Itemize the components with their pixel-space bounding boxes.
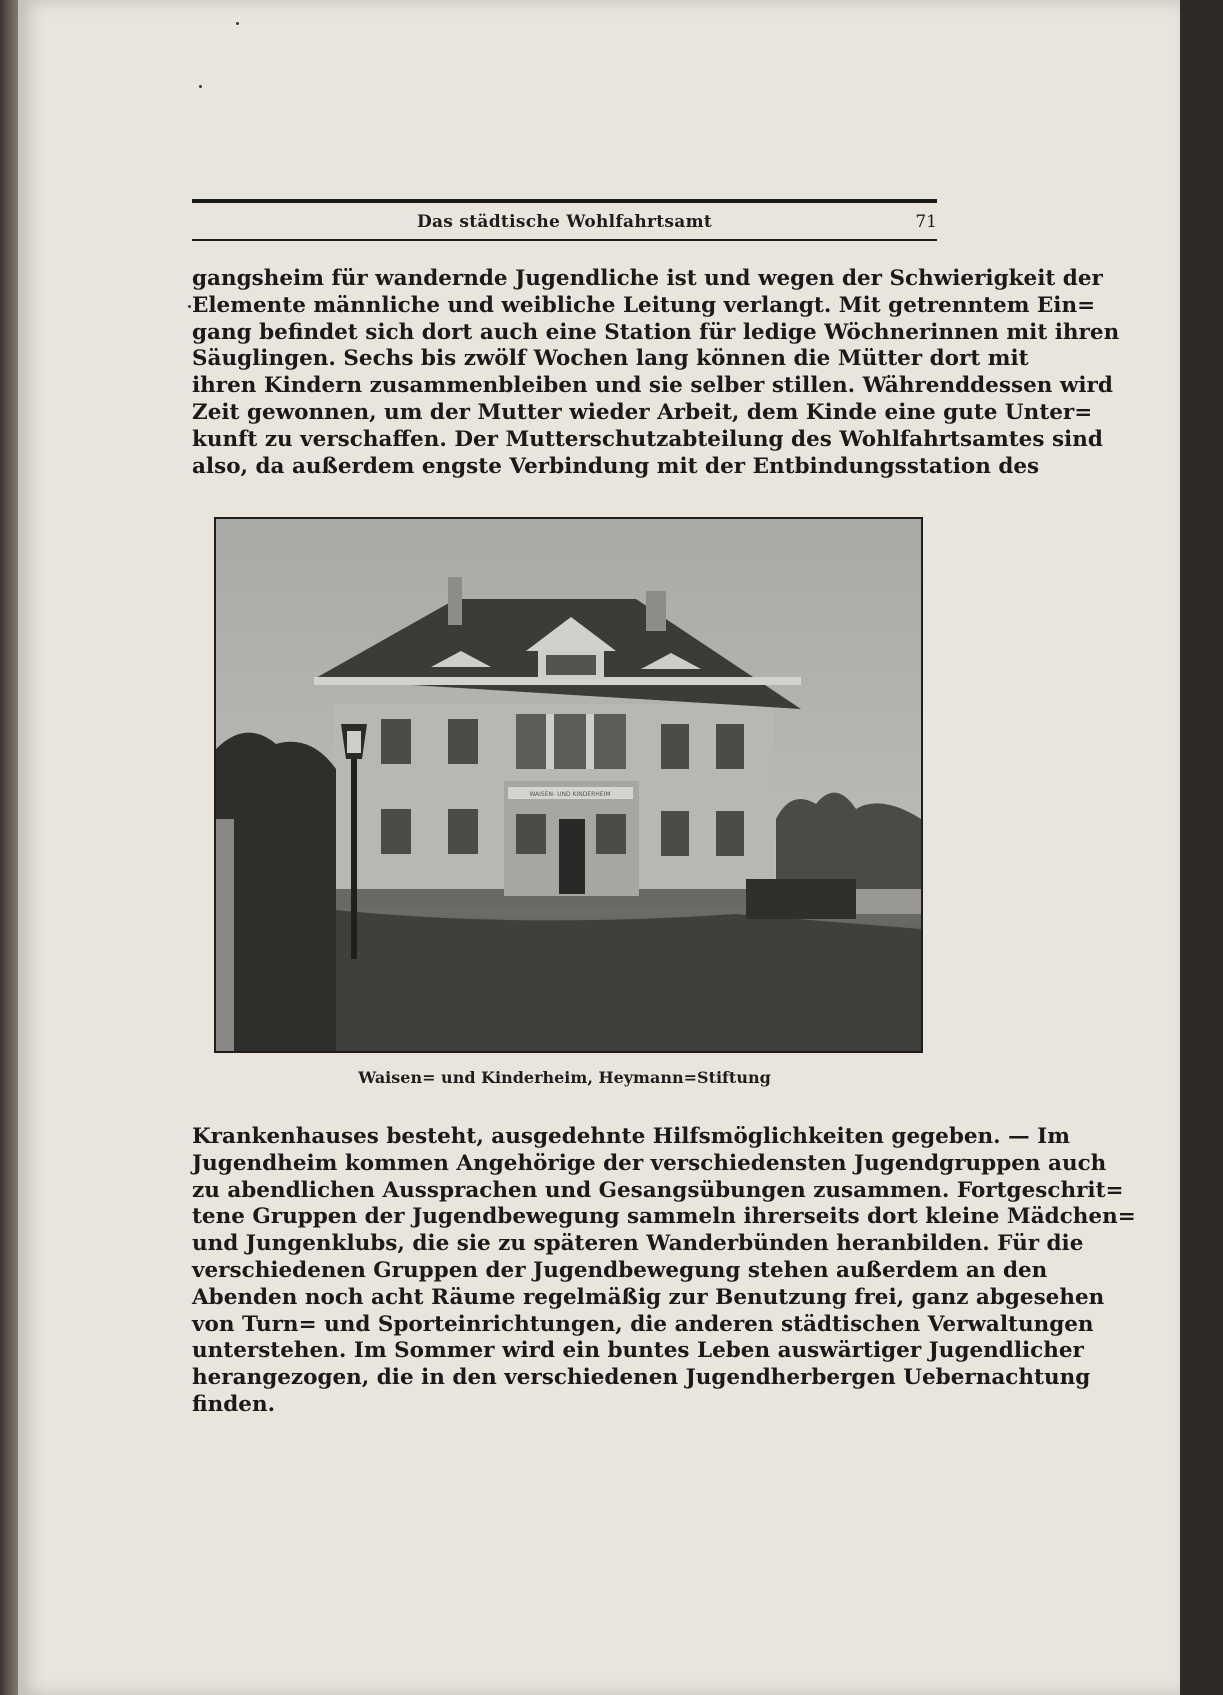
text-line: Jugendheim kommen Angehörige der verschiedensten Jugendgruppen auch (192, 1150, 1107, 1176)
text-line: gang befindet sich dort auch eine Station für ledige Wöchnerinnen mit ihren (192, 319, 1120, 345)
text-line: Krankenhauses besteht, ausgedehnte Hilfsmöglichkeiten gegeben. — Im (192, 1124, 1070, 1149)
text-line: tene Gruppen der Jugendbewegung sammeln ihrerseits dort kleine Mädchen= (192, 1204, 1136, 1230)
text-line: zu abendlichen Aussprachen und Gesangsübungen zusammen. Fortgeschrit= (192, 1177, 1124, 1203)
text-line: verschiedenen Gruppen der Jugendbewegung stehen außerdem an den (192, 1257, 1048, 1283)
text-line: gangsheim für wandernde Jugendliche ist und wegen der Schwierigkeit der (192, 266, 1103, 291)
page-number: 71 (915, 212, 937, 232)
text-line: herangezogen, die in den verschiedenen Jugendherbergen Uebernachtung (192, 1365, 1091, 1391)
text-line: Säuglingen. Sechs bis zwölf Wochen lang können die Mütter dort mit (192, 346, 1029, 372)
text-line: also, da außerdem engste Verbindung mit der Entbindungsstation des (192, 453, 1040, 479)
text-line: Zeit gewonnen, um der Mutter wieder Arbeit, dem Kinde eine gute Unter= (192, 399, 1093, 425)
figure-caption: Waisen= und Kinderheim, Heymann=Stiftung (358, 1068, 771, 1087)
paragraph-top (192, 266, 1120, 480)
text-line: ihren Kindern zusammenbleiben und sie selber stillen. Währenddessen wird (192, 373, 1113, 399)
text-line: Elemente männliche und weibliche Leitung verlangt. Mit getrenntem Ein= (192, 292, 1096, 318)
text-line: unterstehen. Im Sommer wird ein buntes Leben auswärtiger Jugendlicher (192, 1338, 1084, 1364)
text-line: kunft zu verschaffen. Der Mutterschutzabteilung des Wohlfahrtsamtes sind (192, 426, 1103, 452)
header-rule-thick (192, 199, 937, 203)
running-head (192, 212, 937, 236)
text-line: Abenden noch acht Räume regelmäßig zur Benutzung frei, ganz abgesehen (192, 1284, 1105, 1310)
text-line: finden. (192, 1391, 276, 1417)
building-photograph (214, 517, 923, 1053)
paper-speck (236, 22, 239, 25)
running-title: Das städtische Wohlfahrtsamt (416, 212, 713, 232)
text-line: von Turn= und Sporteinrichtungen, die anderen städtischen Verwaltungen (192, 1311, 1094, 1337)
building-sign: WAISEN- UND KINDERHEIM (529, 791, 611, 798)
paper-speck (199, 85, 202, 88)
paragraph-bottom (192, 1124, 1136, 1419)
header-rule-thin (192, 239, 937, 241)
text-line: und Jungenklubs, die sie zu späteren Wanderbünden heranbilden. Für die (192, 1231, 1084, 1257)
paper-speck (188, 305, 191, 308)
scan-background-edge (1180, 0, 1223, 1695)
